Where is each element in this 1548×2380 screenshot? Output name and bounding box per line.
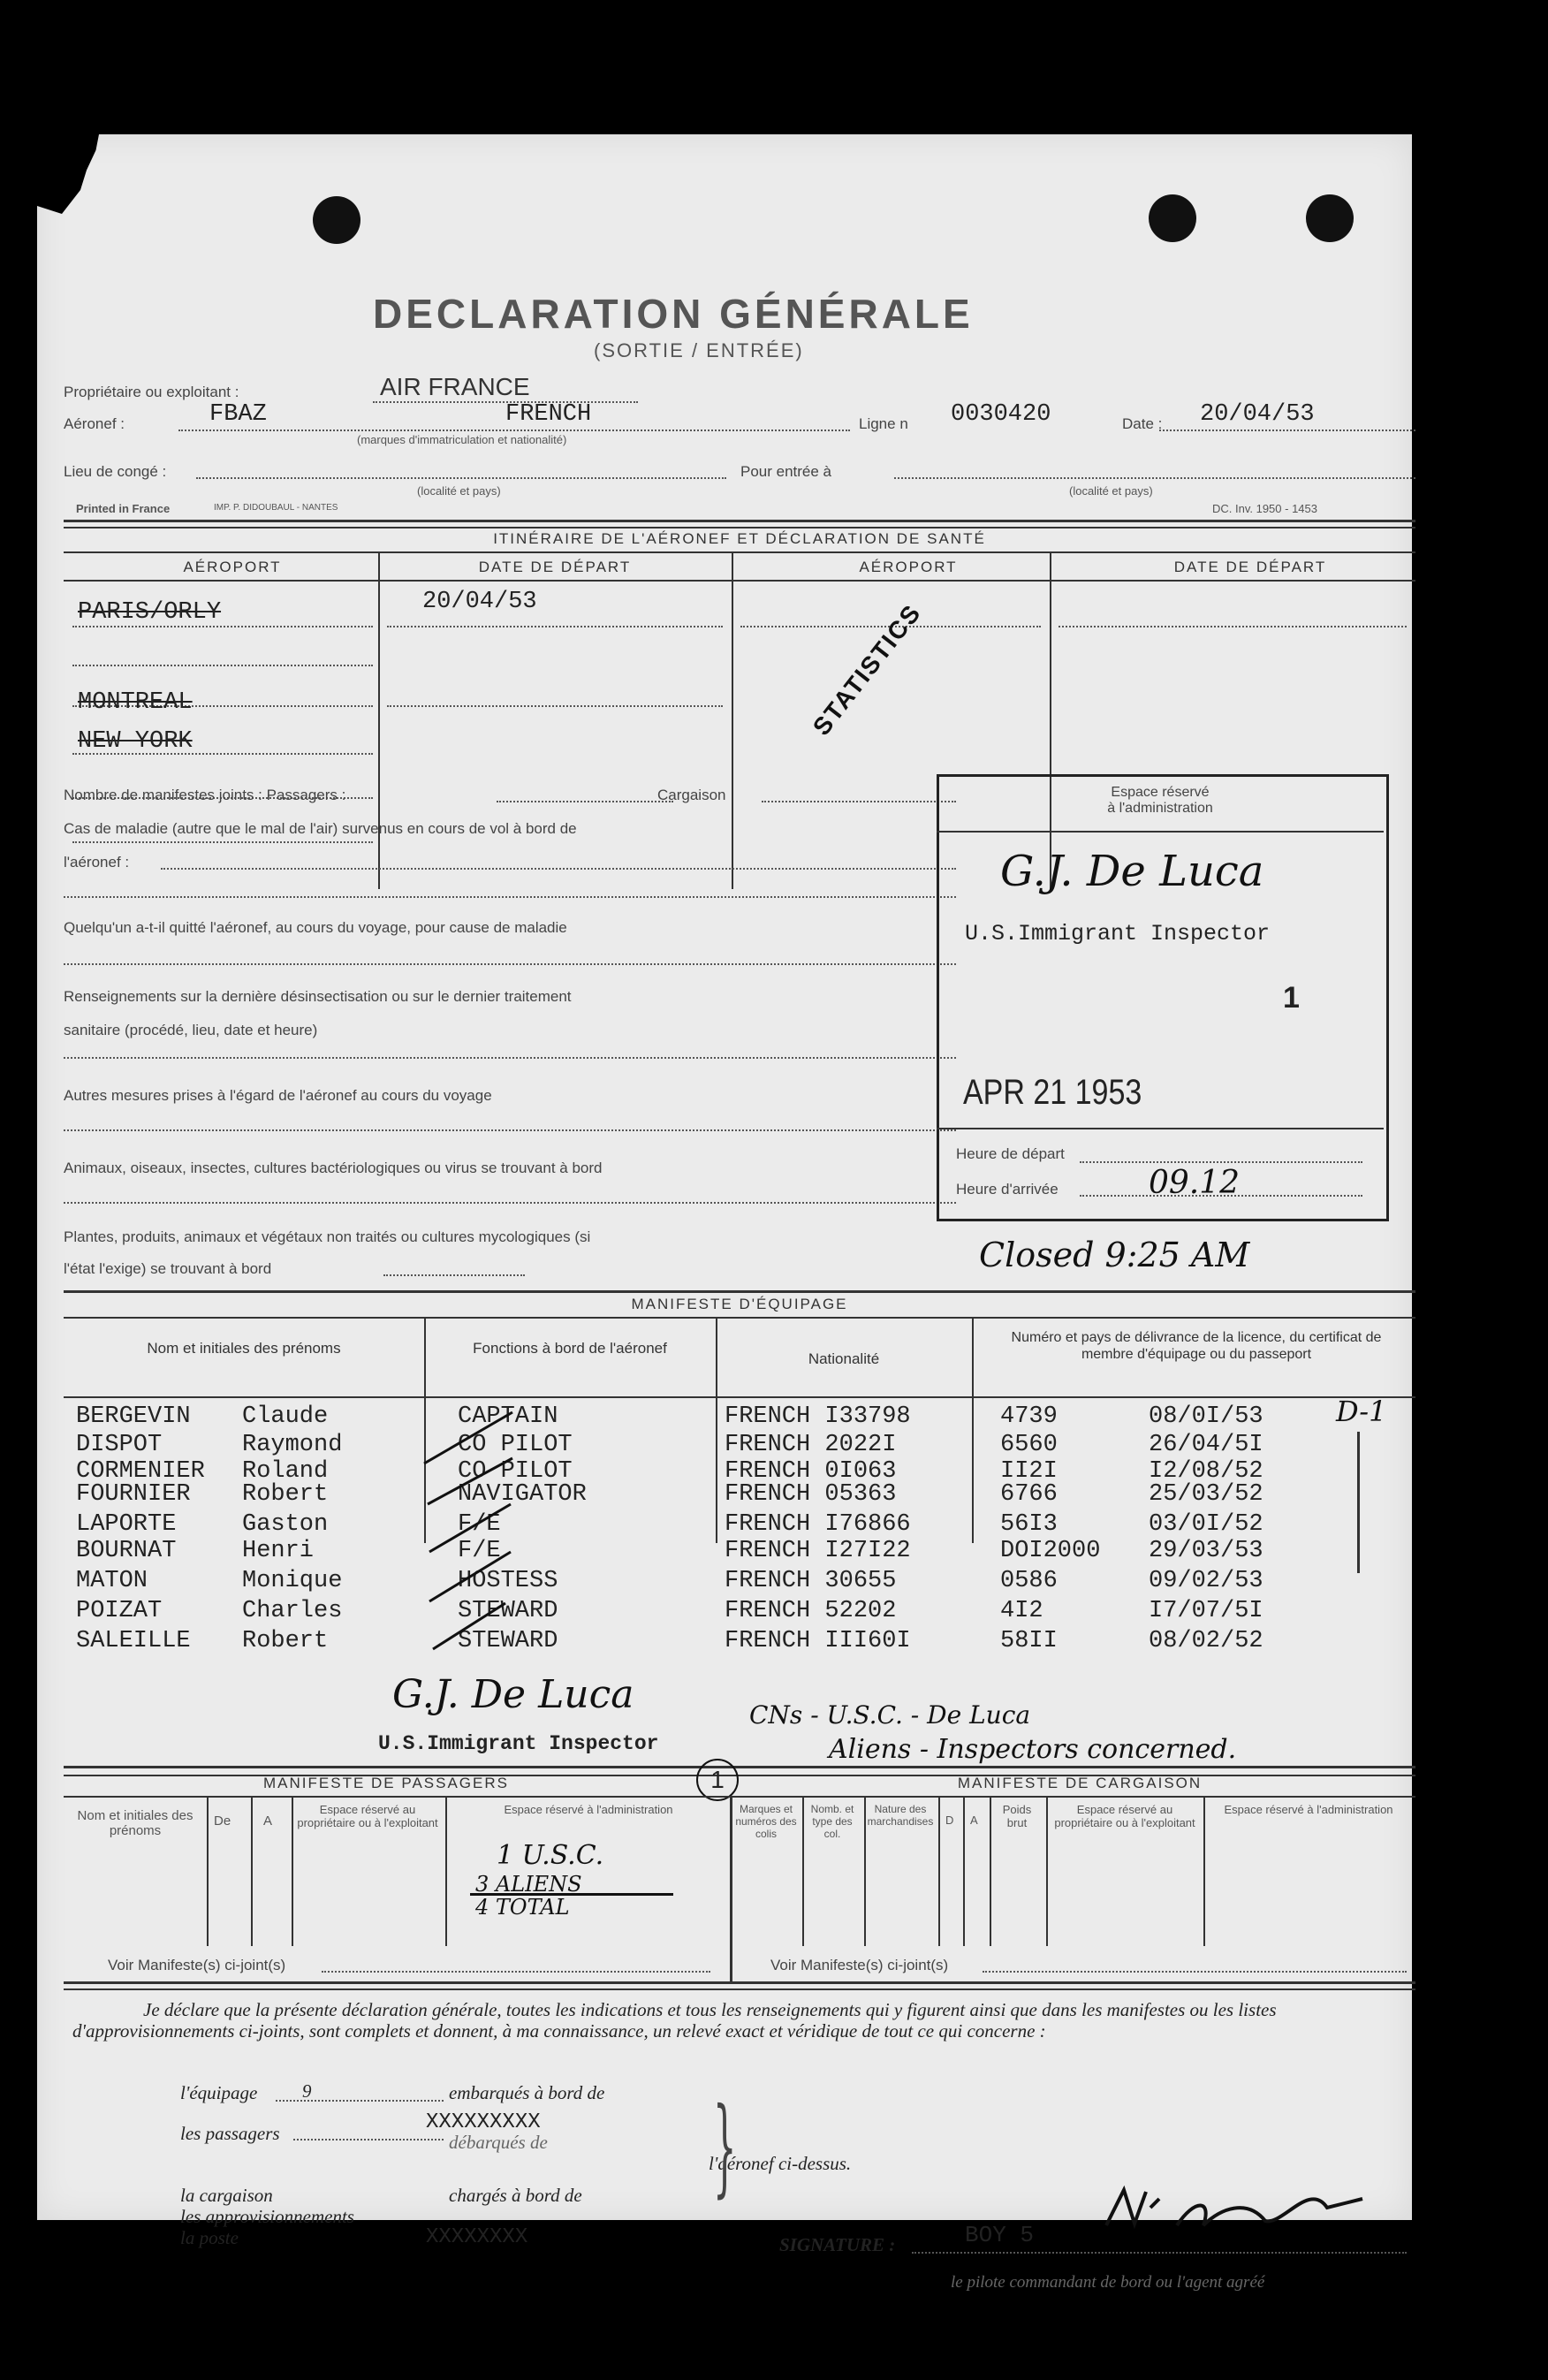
passengers-value: XXXXXXXXX [426,2110,541,2134]
crew-function: STEWARD [458,1628,558,1654]
pax-note-aliens: 3 ALIENS [475,1872,582,1897]
statistics-stamp: STATISTICS [807,598,927,741]
cargo-col-a: A [970,1814,978,1827]
margin-note: D-1 [1336,1395,1387,1428]
crew-last-name: CORMENIER [76,1458,205,1485]
form-reference: DC. Inv. 1950 - 1453 [1212,502,1317,515]
punch-hole-right [1306,194,1354,242]
admin-box-title: Espace réservé à l'administration [1107,785,1213,816]
owner-label: Propriétaire ou exploitant : [64,384,239,400]
owner-value: AIR FRANCE [380,373,530,400]
marks-caption: (marques d'immatriculation et nationalité) [357,433,567,446]
crew-licence-date: 03/0I/52 [1149,1511,1263,1538]
crew-function: STEWARD [458,1598,558,1624]
pax-col-operator: Espace réservé au propriétaire ou à l'exploitant [297,1803,438,1829]
crew-nationality: FRENCH 2022I [725,1432,897,1458]
closed-time-note: Closed 9:25 AM [979,1236,1250,1274]
circled-number: 1 [696,1759,739,1801]
date-label: Date : [1122,415,1163,432]
crew-licence-date: I2/08/52 [1149,1458,1263,1485]
unloaded-value: XXXXXXXX [426,2225,528,2249]
left-aircraft-label: Quelqu'un a-t-il quitté l'aéronef, au cours du voyage, pour cause de maladie [64,919,567,936]
departure-time-label: Heure de départ [956,1145,1065,1162]
disinfection-label-cont: sanitaire (procédé, lieu, date et heure) [64,1022,318,1038]
crew-first-name: Monique [242,1568,343,1594]
pax-col-admin: Espace réservé à l'administration [504,1803,673,1816]
cargo-col-number: Nomb. et type des col. [810,1803,854,1840]
crew-licence-number: DOI2000 [1000,1538,1101,1564]
form-title: DECLARATION GÉNÉRALE [373,291,974,337]
crew-first-name: Robert [242,1628,329,1654]
crew-col-name: Nom et initiales des prénoms [147,1340,341,1357]
inspector-number: 1 [1283,981,1300,1015]
inspector-stamp-2: U.S.Immigrant Inspector [378,1732,659,1755]
crew-licence-number: 6766 [1000,1481,1058,1508]
cargo-col-weight: Poids brut [1002,1803,1032,1829]
cns-note: CNs - U.S.C. - De Luca [749,1700,1031,1730]
crew-licence-number: 4739 [1000,1403,1058,1430]
signature-caption: le pilote commandant de bord ou l'agent agréé [951,2273,1265,2292]
col-date-1: DATE DE DÉPART [478,559,632,575]
cargo-col-d: D [945,1814,954,1827]
brace: } [712,2086,737,2209]
declaration-date: 20/04/53 [1200,401,1315,428]
crew-licence-number: 58II [1000,1628,1058,1654]
cargo-count-label: Cargaison [657,787,726,803]
manifests-label: Nombre de manifestes joints : Passagers : [64,787,346,803]
line-number: 0030420 [951,401,1051,428]
pax-note-total: 4 TOTAL [475,1895,570,1920]
punch-hole-left [313,196,360,244]
pax-note-usc: 1 U.S.C. [497,1840,604,1871]
aliens-note: Aliens - Inspectors concerned. [829,1734,1237,1765]
locality-caption-left: (localité et pays) [417,484,501,498]
disinfection-label: Renseignements sur la dernière désinsectisation ou sur le dernier traitement [64,988,572,1005]
itinerary-airport-3: NEW YORK [78,728,193,755]
aircraft-label: Aéronef : [64,415,125,432]
crew-nationality: FRENCH I76866 [725,1511,911,1538]
cargo-col-operator: Espace réservé au propriétaire ou à l'exploitant [1054,1803,1195,1829]
itinerary-section-title: ITINÉRAIRE DE L'AÉRONEF ET DÉCLARATION DE SANTÉ [493,530,986,547]
crew-first-name: Gaston [242,1511,329,1538]
crew-first-name: Charles [242,1598,343,1624]
crew-nationality: FRENCH I33798 [725,1403,911,1430]
illness-label: Cas de maladie (autre que le mal de l'air) survenus en cours de vol à bord de [64,820,577,837]
document-page [37,134,1412,2292]
crew-last-name: FOURNIER [76,1481,191,1508]
crew-first-name: Henri [242,1538,315,1564]
crew-licence-date: 25/03/52 [1149,1481,1263,1508]
crew-last-name: POIZAT [76,1598,163,1624]
plants-label: Plantes, produits, animaux et végétaux non traités ou cultures mycologiques (si [64,1228,591,1245]
printer-name: IMP. P. DIDOUBAUL - NANTES [214,503,338,513]
inspector-signature-1: G.J. De Luca [1000,847,1264,896]
cargo-see-manifest: Voir Manifeste(s) ci-joint(s) [770,1957,949,1973]
disembarked-label: débarqués de [449,2132,548,2153]
crew-licence-number: II2I [1000,1458,1058,1485]
crew-nationality: FRENCH 52202 [725,1598,897,1624]
crew-section-title: MANIFESTE D'ÉQUIPAGE [631,1296,848,1312]
crew-function: HOSTESS [458,1568,558,1594]
col-date-2: DATE DE DÉPART [1173,559,1327,575]
crew-col-licence: Numéro et pays de délivrance de la licence, du certificat de membre d'équipage ou du passeport [1011,1330,1382,1362]
crew-licence-date: 29/03/53 [1149,1538,1263,1564]
crew-first-name: Robert [242,1481,329,1508]
itinerary-airport-1: PARIS/ORLY [78,599,222,626]
supplies-label: les approvisionnements [180,2206,354,2227]
captain-signature [1097,2172,1380,2243]
cargo-col-marks: Marques et numéros des colis [735,1803,797,1840]
crew-licence-number: 56I3 [1000,1511,1058,1538]
form-subtitle: (SORTIE / ENTRÉE) [594,339,804,361]
crew-licence-number: 6560 [1000,1432,1058,1458]
cargo-col-nature: Nature des marchandises [867,1803,934,1828]
crew-last-name: BERGEVIN [76,1403,191,1430]
passengers-label: les passagers [180,2123,280,2144]
crew-function: CO PILOT [458,1432,573,1458]
crew-last-name: SALEILLE [76,1628,191,1654]
torn-corner [37,134,99,214]
punch-hole-center [1149,194,1196,242]
entry-label: Pour entrée à [740,463,832,480]
crew-function: F/E [458,1511,501,1538]
arrival-time-value: 09.12 [1149,1165,1241,1201]
crew-nationality: FRENCH 30655 [725,1568,897,1594]
arrival-time-label: Heure d'arrivée [956,1181,1059,1198]
crew-first-name: Roland [242,1458,329,1485]
crew-nationality: FRENCH III60I [725,1628,911,1654]
col-airport-1: AÉROPORT [183,559,282,575]
crew-last-name: DISPOT [76,1432,163,1458]
inspector-stamp-1: U.S.Immigrant Inspector [965,921,1271,947]
crew-licence-date: I7/07/5I [1149,1598,1263,1624]
embarked-label: embarqués à bord de [449,2082,605,2103]
pax-see-manifest: Voir Manifeste(s) ci-joint(s) [108,1957,286,1973]
mail-label: la poste [180,2227,239,2248]
cargo-section-title: MANIFESTE DE CARGAISON [957,1775,1203,1791]
crew-nationality: FRENCH I27I22 [725,1538,911,1564]
crew-count-value: 9 [302,2080,312,2102]
line-label: Ligne n [859,415,908,432]
pax-col-de: De [214,1814,231,1829]
cargo-col-admin: Espace réservé à l'administration [1224,1803,1393,1816]
crew-function: F/E [458,1538,501,1564]
col-airport-2: AÉROPORT [859,559,958,575]
cargo-decl-label: la cargaison [180,2185,273,2206]
crew-licence-number: 4I2 [1000,1598,1043,1624]
crew-first-name: Raymond [242,1432,343,1458]
declaration-text: Je déclare que la présente déclaration générale, toutes les indications et tous les renseignements qui y figurent ainsi que dans les manifestes ou les listes d'approvisionnements ci-joints, sont complets et donnent, à ma connaissance, un relevé exact et véridique de tout ce qui concerne : [72,1999,1277,2042]
departure-place-label: Lieu de congé : [64,463,167,480]
loaded-label: chargés à bord de [449,2185,582,2206]
pax-col-a: A [263,1814,273,1829]
crew-count-label: l'équipage [180,2082,258,2103]
crew-licence-date: 09/02/53 [1149,1568,1263,1594]
crew-col-function: Fonctions à bord de l'aéronef [473,1340,667,1357]
crew-function: NAVIGATOR [458,1481,587,1508]
crew-first-name: Claude [242,1403,329,1430]
crew-licence-date: 26/04/5I [1149,1432,1263,1458]
animals-label: Animaux, oiseaux, insectes, cultures bactériologiques ou virus se trouvant à bord [64,1160,603,1176]
aircraft-nationality: FRENCH [505,401,592,428]
itinerary-airport-2: MONTREAL [78,689,193,716]
aircraft-above-label: l'aéronef ci-dessus. [709,2153,852,2174]
illness-label-cont: l'aéronef : [64,854,130,871]
crew-function: CAPTAIN [458,1403,558,1430]
pax-col-name: Nom et initiales des prénoms [77,1808,194,1838]
crew-nationality: FRENCH 05363 [725,1481,897,1508]
crew-function: CO PILOT [458,1458,573,1485]
crew-licence-number: 0586 [1000,1568,1058,1594]
crew-last-name: MATON [76,1568,148,1594]
function-strikeout [406,1405,530,1670]
arrival-date-stamp: APR 21 1953 [963,1073,1142,1112]
signature-value: BOY 5 [965,2222,1035,2248]
locality-caption-right: (localité et pays) [1069,484,1153,498]
signature-label: SIGNATURE : [779,2234,896,2255]
crew-col-nationality: Nationalité [808,1350,880,1367]
crew-licence-date: 08/0I/53 [1149,1403,1263,1430]
aircraft-registration: FBAZ [209,401,267,428]
printer-label: Printed in France [76,502,171,515]
other-measures-label: Autres mesures prises à l'égard de l'aéronef au cours du voyage [64,1087,492,1104]
itinerary-date-1: 20/04/53 [422,589,537,615]
crew-nationality: FRENCH 0I063 [725,1458,897,1485]
crew-last-name: BOURNAT [76,1538,177,1564]
crew-licence-date: 08/02/52 [1149,1628,1263,1654]
passenger-section-title: MANIFESTE DE PASSAGERS [263,1775,509,1791]
crew-last-name: LAPORTE [76,1511,177,1538]
inspector-signature-2: G.J. De Luca [392,1672,634,1717]
plants-label-cont: l'état l'exige) se trouvant à bord [64,1260,272,1277]
